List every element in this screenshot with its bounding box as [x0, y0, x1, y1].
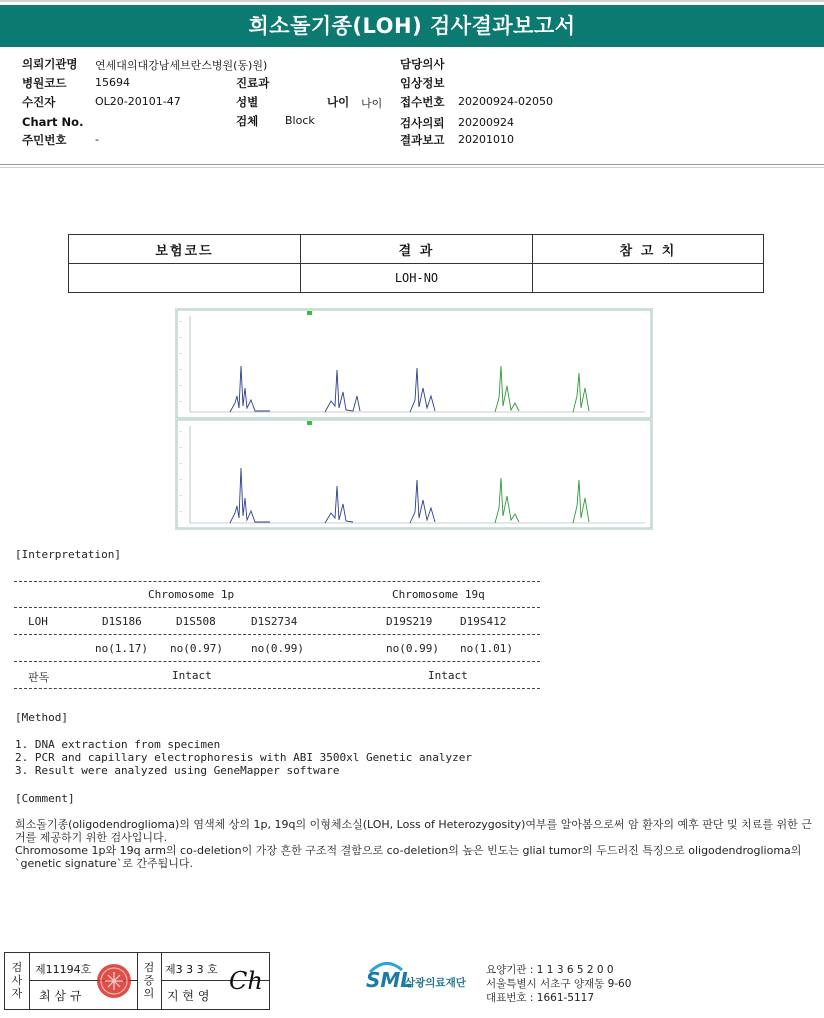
- value-d1s2734: no(0.99): [251, 642, 304, 655]
- method-line-2: 2. PCR and capillary electrophoresis with ABI 3500xl Genetic analyzer: [15, 751, 472, 764]
- chr19q-label: Chromosome 19q: [392, 588, 485, 601]
- marker-d19s219: D19S219: [386, 615, 433, 628]
- interp-rule-3: [14, 634, 540, 635]
- clinical-label: 임상정보: [400, 76, 445, 90]
- recipient-label: 수진자: [22, 95, 56, 109]
- svg-text:—: —: [179, 399, 182, 403]
- header-divider-2: [0, 167, 824, 168]
- judgement-1p: Intact: [172, 669, 212, 682]
- result-header: 결 과: [301, 235, 533, 264]
- interp-rule-2: [14, 607, 540, 608]
- examiner-license: 제11194호: [35, 963, 92, 976]
- insurance-code-cell: [69, 264, 301, 293]
- verifier-name: 지 현 영: [167, 989, 210, 1003]
- hospital-code-value: 15694: [95, 76, 130, 89]
- age-label: 나이: [327, 95, 350, 109]
- examiner-name: 최 삼 규: [39, 989, 82, 1003]
- reference-cell: [533, 264, 764, 293]
- top-border: [0, 0, 824, 2]
- comment-heading: [Comment]: [15, 792, 75, 805]
- svg-text:—: —: [179, 351, 182, 355]
- sml-logo-text: SML: [366, 968, 414, 992]
- svg-text:—: —: [179, 335, 182, 339]
- marker-d1s2734: D1S2734: [251, 615, 298, 628]
- value-d19s219: no(0.99): [386, 642, 439, 655]
- svg-text:—: —: [179, 445, 182, 449]
- comment-line-2: Chromosome 1p와 19q arm의 co-deletion이 가장 흔한 구조적 결함으로 co-deletion의 높은 빈도는 glial tumor의 두드러진 특징으로 oligodendroglioma의 `genetic signature`로 간주됩니다.: [15, 844, 802, 870]
- marker-d1s508: D1S508: [176, 615, 216, 628]
- svg-text:—: —: [179, 493, 182, 497]
- report-title: 희소돌기종(LOH) 검사결과보고서: [0, 5, 824, 47]
- comment-line-1: 희소돌기종(oligodendroglioma)의 염색체 상의 1p, 19q의 이형체소실(LOH, Loss of Heterozygosity)여부를 알아봄으로써 암 환자의 예후 판단 및 치료를 위한 근거를 제공하기 위한 검사입니다.: [15, 818, 812, 844]
- report-date-value: 20201010: [458, 133, 514, 146]
- verifier-license: 제3 3 3 호: [165, 963, 218, 976]
- signature-box: [4, 952, 270, 1010]
- value-d1s508: no(0.97): [170, 642, 223, 655]
- examiner-label-text: 검사자: [11, 961, 23, 1000]
- value-d1s186: no(1.17): [95, 642, 148, 655]
- sex-label: 성별: [236, 95, 259, 109]
- interp-rule-4: [14, 661, 540, 662]
- org-address: 서울특별시 서초구 양재동 9-60: [486, 978, 632, 990]
- judgement-label: 판독: [28, 671, 50, 684]
- specimen-label: 검체: [236, 114, 259, 128]
- report-date-label: 결과보고: [400, 133, 445, 147]
- method-line-1: 1. DNA extraction from specimen: [15, 738, 221, 751]
- verifier-label: [142, 961, 156, 1000]
- svg-text:—: —: [179, 461, 182, 465]
- svg-text:—: —: [179, 383, 182, 387]
- result-cell: LOH-NO: [301, 264, 533, 293]
- care-number: 요양기관 : 1 1 3 6 5 2 0 0: [486, 964, 614, 976]
- svg-text:—: —: [179, 509, 182, 513]
- institution-label: 의뢰기관명: [22, 57, 78, 71]
- svg-text:—: —: [179, 319, 182, 323]
- interpretation-heading: [Interpretation]: [15, 548, 121, 561]
- chart-label: Chart No.: [22, 115, 84, 129]
- verifier-label-text: 검증의: [143, 961, 155, 1000]
- insurance-code-header: 보험코드: [69, 235, 301, 264]
- receipt-value: 20200924-02050: [458, 95, 553, 108]
- recipient-value: OL20-20101-47: [95, 95, 181, 108]
- receipt-label: 접수번호: [400, 95, 445, 109]
- svg-text:—: —: [179, 477, 182, 481]
- interp-rule-5: [14, 688, 540, 689]
- svg-text:—: —: [179, 367, 182, 371]
- resident-value: -: [95, 133, 99, 146]
- official-seal-icon: [95, 961, 133, 1001]
- request-value: 20200924: [458, 116, 514, 129]
- age-value: 나이: [361, 97, 383, 110]
- marker-d19s412: D19S412: [460, 615, 507, 628]
- verifier-signature: Ch: [229, 967, 263, 995]
- value-d19s412: no(1.01): [460, 642, 513, 655]
- method-heading: [Method]: [15, 711, 68, 724]
- electropherogram-graph: [175, 308, 653, 530]
- examiner-label: [10, 961, 24, 1000]
- specimen-value: Block: [285, 114, 315, 127]
- marker-d1s186: D1S186: [102, 615, 142, 628]
- hospital-code-label: 병원코드: [22, 76, 67, 90]
- result-table: [68, 234, 764, 293]
- method-line-3: 3. Result were analyzed using GeneMapper software: [15, 764, 340, 777]
- resident-label: 주민번호: [22, 133, 67, 147]
- loh-label: LOH: [28, 615, 48, 628]
- header-divider-1: [0, 164, 824, 165]
- request-label: 검사의뢰: [400, 116, 445, 130]
- reference-header: 참 고 치: [533, 235, 764, 264]
- svg-text:—: —: [179, 429, 182, 433]
- electropherogram-image: [175, 308, 653, 530]
- interp-rule-1: [14, 581, 540, 582]
- institution-value: 연세대의대강남세브란스병원(동)원): [95, 59, 268, 72]
- org-name: 삼광의료재단: [405, 977, 466, 989]
- doctor-label: 담당의사: [400, 57, 445, 71]
- chr1p-label: Chromosome 1p: [148, 588, 235, 601]
- judgement-19q: Intact: [428, 669, 468, 682]
- dept-label: 진료과: [236, 76, 270, 90]
- comment-body: [15, 818, 815, 870]
- org-phone: 대표번호 : 1661-5117: [486, 992, 595, 1004]
